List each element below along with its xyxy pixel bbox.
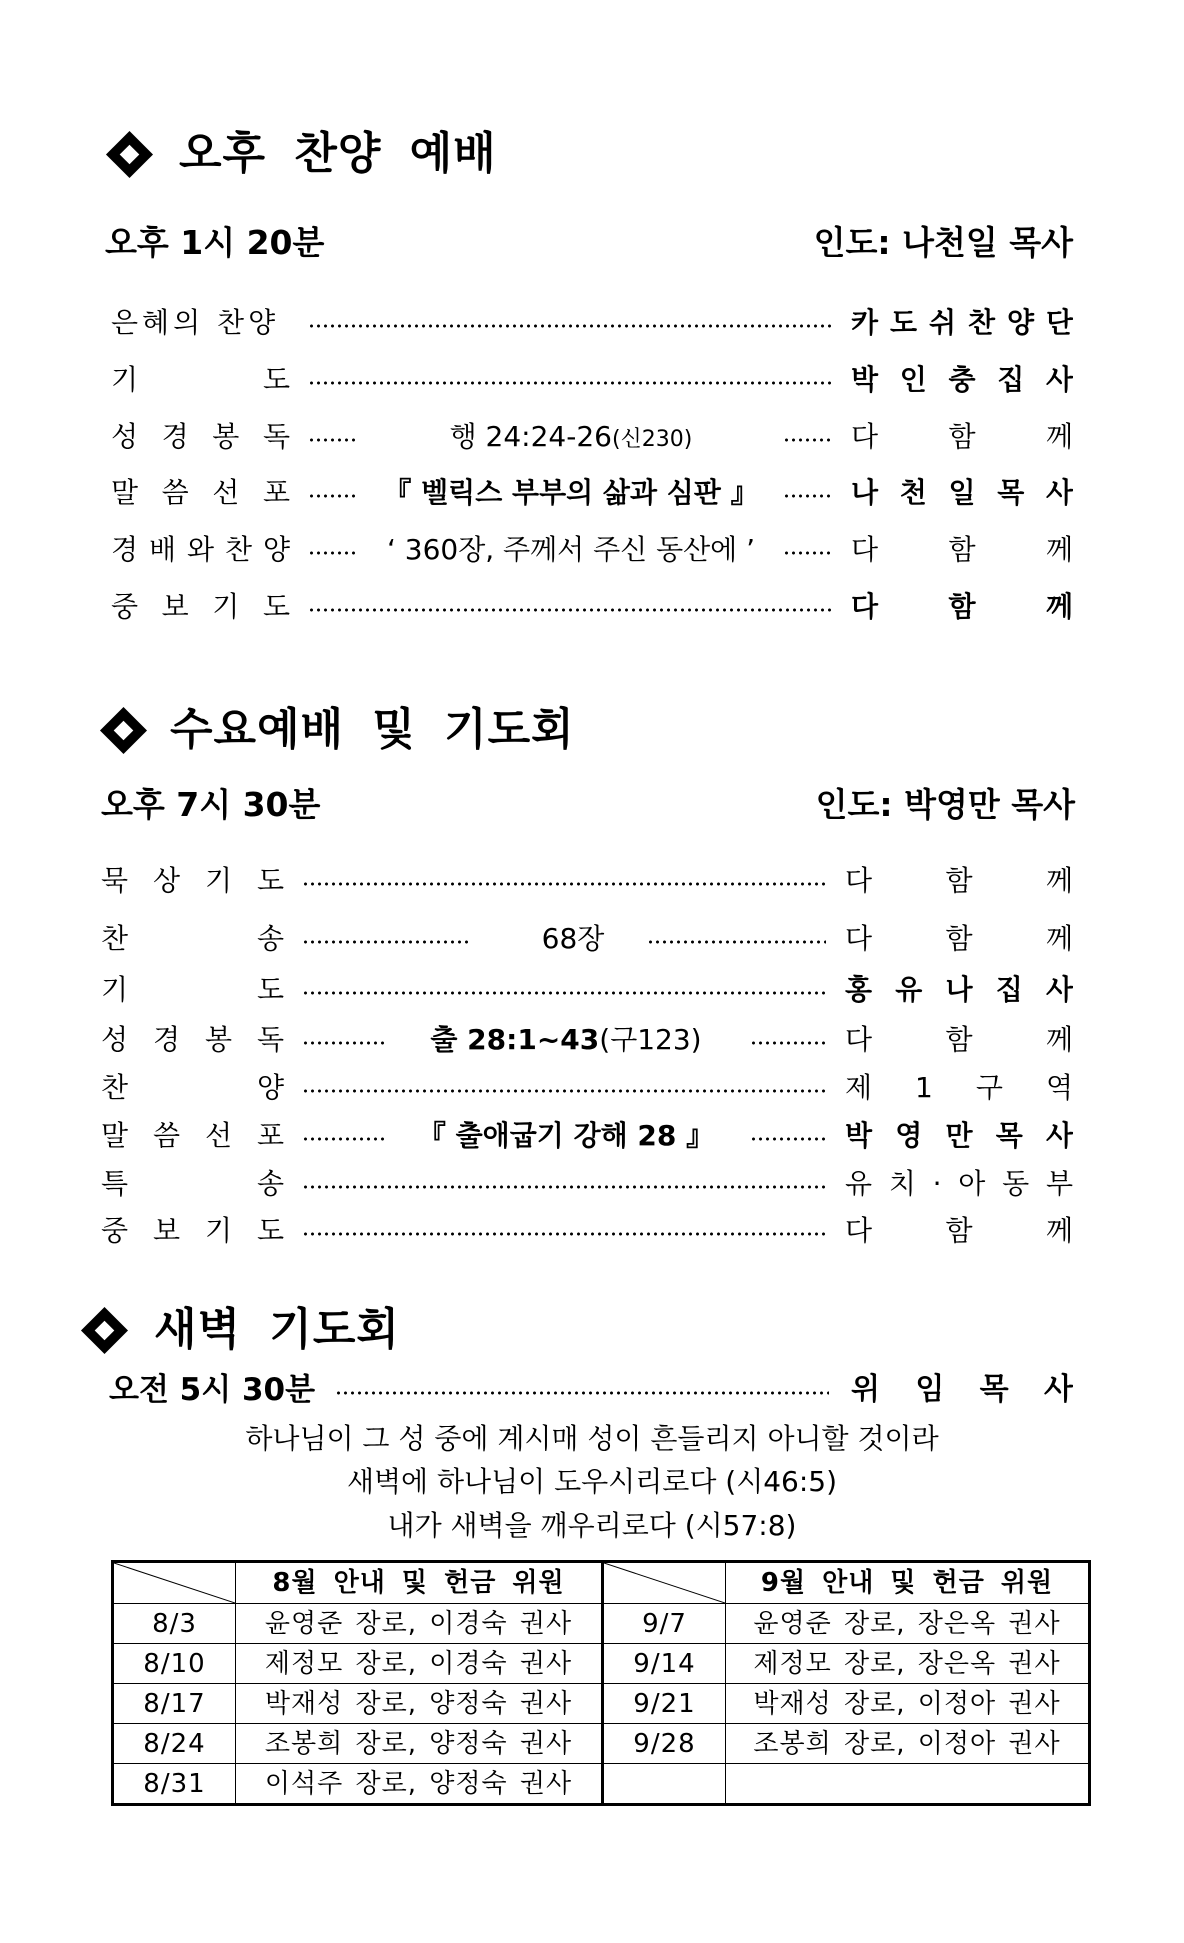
order-label: 찬 송 <box>101 922 284 955</box>
order-row <box>0 1116 1184 1156</box>
september-names: 제정모 장로, 장은옥 권사 <box>726 1644 1090 1684</box>
service-time: 오후 7시 30분 <box>101 785 321 824</box>
august-names: 박재성 장로, 양정숙 권사 <box>236 1684 603 1724</box>
august-date: 8/3 <box>113 1604 236 1644</box>
order-performer: 나 천 일 목 사 <box>851 476 1073 509</box>
dot-leader <box>308 381 833 385</box>
service-time: 오후 1시 20분 <box>105 223 325 262</box>
august-date: 8/10 <box>113 1644 236 1684</box>
order-label: 성 경 봉 독 <box>111 420 290 453</box>
september-date: 9/21 <box>603 1684 726 1724</box>
dot-leader <box>302 940 469 944</box>
dot-leader <box>308 438 358 442</box>
order-row <box>0 417 1184 457</box>
dot-leader <box>308 551 358 555</box>
empty-cell <box>726 1764 1090 1805</box>
order-label: 은혜의 찬양 <box>111 306 280 339</box>
dot-leader <box>783 551 833 555</box>
dot-leader <box>302 1137 385 1141</box>
august-date: 8/17 <box>113 1684 236 1724</box>
table-row <box>113 1604 1090 1644</box>
diagonal-line <box>114 1563 235 1603</box>
order-row <box>0 1068 1184 1108</box>
section-title-dawn: 새벽 기도회 <box>154 1304 400 1355</box>
order-performer: 제 1 구 역 <box>845 1071 1073 1104</box>
service-leader: 인도: 박영만 목사 <box>815 785 1075 824</box>
service-leader: 인도: 나천일 목사 <box>813 223 1073 262</box>
hymnal-page-note: (신230) <box>611 427 693 452</box>
order-label: 찬 양 <box>101 1071 284 1104</box>
dot-leader <box>308 608 833 612</box>
order-performer: 박 인 충 집 사 <box>851 363 1073 396</box>
order-performer: 다 함 께 <box>845 922 1073 955</box>
service-time: 오전 5시 30분 <box>109 1372 316 1408</box>
order-label: 중 보 기 도 <box>111 590 290 623</box>
scripture-passage: 출 28:1~43 <box>430 1023 600 1056</box>
order-label: 특 송 <box>101 1167 284 1200</box>
empty-cell <box>603 1764 726 1805</box>
august-date: 8/24 <box>113 1724 236 1764</box>
order-performer: 다 함 께 <box>845 1214 1073 1247</box>
order-performer: 다 함 께 <box>851 590 1073 623</box>
bible-verse-line: 내가 새벽을 깨우리로다 (시57:8) <box>387 1509 797 1542</box>
dot-leader <box>302 1185 826 1189</box>
usher-offering-schedule-table <box>111 1560 1091 1806</box>
dot-leader <box>750 1041 826 1045</box>
order-label: 경 배 와 찬 양 <box>111 533 290 566</box>
section-title-afternoon: 오후 찬양 예배 <box>179 128 497 179</box>
dot-leader <box>302 882 826 886</box>
order-performer: 위 임 목 사 <box>851 1372 1073 1407</box>
dot-leader <box>750 1137 826 1141</box>
order-label: 묵 상 기 도 <box>101 864 284 897</box>
header-diagonal-cell <box>113 1562 236 1604</box>
section-title-wednesday: 수요예배 및 기도회 <box>170 704 575 755</box>
august-names: 윤영준 장로, 이경숙 권사 <box>236 1604 603 1644</box>
bible-verse-line: 하나님이 그 성 중에 계시매 성이 흔들리지 아니할 것이라 <box>245 1422 939 1455</box>
order-performer: 다 함 께 <box>851 533 1073 566</box>
august-names: 제정모 장로, 이경숙 권사 <box>236 1644 603 1684</box>
order-row <box>0 1211 1184 1251</box>
order-row <box>0 919 1184 959</box>
september-date: 9/7 <box>603 1604 726 1644</box>
diamond-icon <box>99 706 148 755</box>
diamond-icon <box>80 1306 129 1355</box>
sermon-title: 『 출애굽기 강해 28 』 <box>417 1119 715 1152</box>
september-date: 9/14 <box>603 1644 726 1684</box>
table-row <box>113 1644 1090 1684</box>
august-header: 8월 안내 및 헌금 위원 <box>236 1562 603 1604</box>
diagonal-line <box>604 1563 725 1603</box>
order-label: 기 도 <box>111 363 290 396</box>
dot-leader <box>783 438 833 442</box>
order-row <box>0 473 1184 513</box>
order-row <box>0 303 1184 343</box>
dot-leader <box>308 494 358 498</box>
hymn-number: 68장 <box>541 922 605 955</box>
scripture-passage: 행 24:24-26 <box>449 420 612 453</box>
dot-leader <box>302 1089 826 1093</box>
table-row <box>113 1684 1090 1724</box>
scripture-reference <box>366 417 776 457</box>
order-row <box>0 530 1184 570</box>
dot-leader <box>302 1041 385 1045</box>
header-diagonal-cell <box>603 1562 726 1604</box>
order-row <box>0 1164 1184 1204</box>
order-row <box>0 1020 1184 1060</box>
order-label: 성 경 봉 독 <box>101 1023 284 1056</box>
order-performer: 다 함 께 <box>851 420 1073 453</box>
order-performer: 다 함 께 <box>845 1023 1073 1056</box>
order-performer: 박 영 만 목 사 <box>845 1119 1073 1152</box>
september-header: 9월 안내 및 헌금 위원 <box>726 1562 1090 1604</box>
order-row <box>0 360 1184 400</box>
september-names: 윤영준 장로, 장은옥 권사 <box>726 1604 1090 1644</box>
order-row <box>0 1370 1184 1410</box>
september-names: 박재성 장로, 이정아 권사 <box>726 1684 1090 1724</box>
table-row <box>113 1724 1090 1764</box>
dot-leader <box>308 324 833 328</box>
hymnal-page-note: (구123) <box>599 1023 702 1056</box>
order-label: 기 도 <box>101 973 284 1006</box>
hymn-title: ‘ 360장, 주께서 주신 동산에 ’ <box>386 533 756 566</box>
dot-leader <box>647 940 826 944</box>
august-names: 이석주 장로, 양정숙 권사 <box>236 1764 603 1805</box>
table-row <box>113 1764 1090 1805</box>
order-label: 말 씀 선 포 <box>111 476 290 509</box>
august-names: 조봉희 장로, 양정숙 권사 <box>236 1724 603 1764</box>
order-row <box>0 970 1184 1010</box>
sermon-title: 『 벨릭스 부부의 삶과 심판 』 <box>383 476 759 509</box>
order-row <box>0 587 1184 627</box>
september-names: 조봉희 장로, 이정아 권사 <box>726 1724 1090 1764</box>
table-header-row <box>113 1562 1090 1604</box>
august-date: 8/31 <box>113 1764 236 1805</box>
dot-leader <box>335 1391 829 1395</box>
order-performer: 홍 유 나 집 사 <box>845 973 1073 1006</box>
diamond-icon <box>105 130 154 179</box>
dot-leader <box>302 1232 826 1236</box>
order-performer: 카 도 쉬 찬 양 단 <box>851 306 1073 339</box>
bible-verse-line: 새벽에 하나님이 도우시리로다 (시46:5) <box>346 1465 838 1498</box>
dot-leader <box>302 991 826 995</box>
order-row <box>0 861 1184 901</box>
order-performer: 유 치 · 아 동 부 <box>845 1167 1073 1200</box>
order-label: 말 씀 선 포 <box>101 1119 284 1152</box>
scripture-reference <box>390 1020 742 1060</box>
september-date: 9/28 <box>603 1724 726 1764</box>
order-label: 중 보 기 도 <box>101 1214 284 1247</box>
order-performer: 다 함 께 <box>845 864 1073 897</box>
dot-leader <box>783 494 833 498</box>
